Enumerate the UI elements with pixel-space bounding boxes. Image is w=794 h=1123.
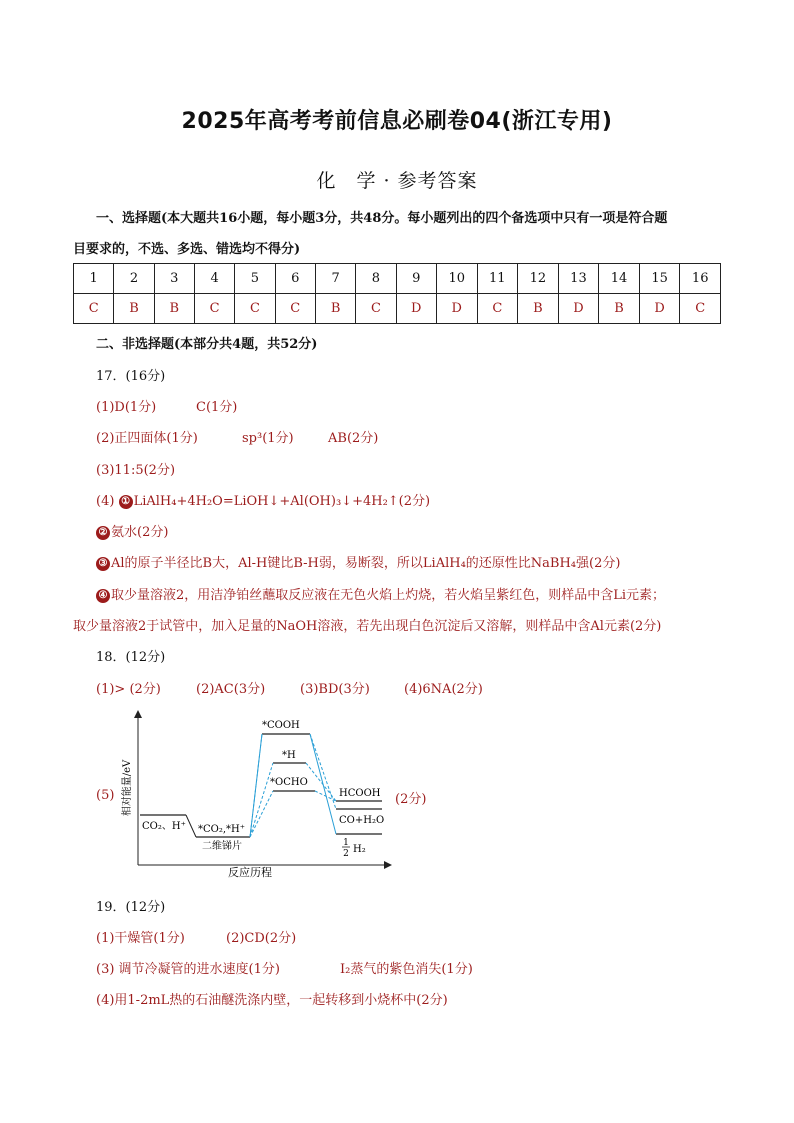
table-cell: 5	[235, 264, 275, 294]
table-cell: 11	[477, 264, 518, 294]
answer-cell: C	[477, 294, 518, 324]
answer-cell: B	[599, 294, 640, 324]
label-h2-denominator: 2	[343, 849, 349, 859]
q18-answer-5-prefix: (5)	[96, 788, 115, 803]
answer-cell: D	[396, 294, 436, 324]
answer-cell: B	[315, 294, 355, 324]
table-cell: 9	[396, 264, 436, 294]
answer-cell: C	[356, 294, 396, 324]
y-axis-label: 相对能量/eV	[122, 759, 133, 817]
q17-answer-4	[96, 490, 430, 509]
answer-cell: C	[235, 294, 275, 324]
q19-answer-4: (4)用1-2mL热的石油醚洗涤内壁，一起转移到小烧杯中(2分)	[96, 993, 448, 1008]
table-cell: 2	[114, 264, 154, 294]
q19-answer-3a: (3) 调节冷凝管的进水速度(1分)	[96, 962, 280, 977]
table-cell: 10	[436, 264, 477, 294]
q17-answer-6-text: Al的原子半径比B大，Al-H键比B-H弱，易断裂，所以LiAlH₄的还原性比NaBH₄强(2分)	[111, 556, 621, 571]
table-cell: 7	[315, 264, 355, 294]
table-cell: 15	[639, 264, 680, 294]
label-h2-numerator: 1	[343, 838, 349, 848]
q17-answer-2c: AB(2分)	[328, 431, 379, 446]
q18-answer-2: (2)AC(3分)	[196, 682, 266, 697]
label-adsorbed: *CO₂,*H⁺	[198, 824, 246, 835]
section1-heading-cont: 目要求的，不选、多选、错选均不得分)	[73, 242, 301, 257]
q17-answer-1b: C(1分)	[196, 400, 238, 415]
circled-3-icon: ③	[96, 557, 110, 571]
q18-answer-1: (1)> (2分)	[96, 682, 161, 697]
answer-cell: D	[436, 294, 477, 324]
answer-cell: C	[680, 294, 721, 324]
energy-diagram	[110, 708, 400, 880]
section2-heading: 二、非选择题(本部分共4题，共52分)	[96, 337, 318, 352]
answer-row	[74, 294, 721, 324]
table-cell: 3	[154, 264, 194, 294]
q17-answer-8: 取少量溶液2于试管中，加入足量的NaOH溶液，若先出现白色沉淀后又溶解，则样品中含Al元素(2分)	[73, 619, 662, 634]
q19-answer-1: (1)干燥管(1分)	[96, 931, 185, 946]
table-cell: 4	[194, 264, 234, 294]
q17-answer-2a: (2)正四面体(1分)	[96, 431, 198, 446]
q17-answer-2b: sp³(1分)	[242, 431, 294, 446]
page-title: 2025年高考考前信息必刷卷04(浙江专用)	[181, 109, 613, 134]
q18-answer-5-score: (2分)	[395, 792, 427, 807]
q18-label: 18．(12分)	[96, 650, 166, 665]
table-cell: 12	[518, 264, 559, 294]
q17-answer-3: (3)11:5(2分)	[96, 463, 176, 478]
table-cell: 6	[275, 264, 315, 294]
q17-answer-4-prefix: (4)	[96, 494, 115, 509]
table-cell: 16	[680, 264, 721, 294]
question-number-row	[74, 264, 721, 294]
x-axis-label: 反应历程	[228, 866, 272, 879]
connector	[186, 815, 196, 837]
answer-cell: C	[194, 294, 234, 324]
answer-cell: C	[275, 294, 315, 324]
answer-cell: C	[74, 294, 114, 324]
q17-answer-4-text: LiAlH₄+4H₂O=LiOH↓+Al(OH)₃↓+4H₂↑(2分)	[133, 494, 431, 509]
label-catalyst: 二维锑片	[202, 841, 242, 852]
q17-answer-5-text: 氨水(2分)	[111, 525, 169, 540]
label-co: CO+H₂O	[339, 815, 385, 826]
q17-answer-5	[96, 521, 168, 540]
q17-answer-1a: (1)D(1分)	[96, 400, 157, 415]
q18-answer-4: (4)6NA(2分)	[404, 682, 483, 697]
label-start: CO₂、H⁺	[142, 821, 186, 832]
q19-answer-2: (2)CD(2分)	[226, 931, 297, 946]
circled-4-icon: ④	[96, 589, 110, 603]
page-subtitle: 化 学 · 参考答案	[316, 170, 478, 192]
q17-answer-6	[96, 552, 620, 571]
circled-1-icon: ①	[119, 495, 133, 509]
label-ocho: *OCHO	[270, 777, 308, 788]
label-hcooh: HCOOH	[339, 788, 381, 799]
label-h2: H₂	[353, 844, 366, 855]
q17-answer-7-text: 取少量溶液2，用洁净铂丝蘸取反应液在无色火焰上灼烧，若火焰呈紫红色，则样品中含Li元素；	[111, 588, 666, 603]
table-cell: 14	[599, 264, 640, 294]
answer-table	[73, 263, 721, 324]
table-cell: 8	[356, 264, 396, 294]
q17-label: 17．(16分)	[96, 369, 166, 384]
q19-answer-3b: I₂蒸气的紫色消失(1分)	[340, 962, 473, 977]
q19-label: 19．(12分)	[96, 900, 166, 915]
q18-answer-3: (3)BD(3分)	[300, 682, 370, 697]
table-cell: 1	[74, 264, 114, 294]
answer-cell: B	[518, 294, 559, 324]
circled-2-icon: ②	[96, 526, 110, 540]
answer-cell: B	[154, 294, 194, 324]
label-h: *H	[282, 750, 296, 761]
table-cell: 13	[558, 264, 599, 294]
label-cooh: *COOH	[262, 720, 300, 731]
answer-cell: D	[639, 294, 680, 324]
answer-cell: B	[114, 294, 154, 324]
answer-cell: D	[558, 294, 599, 324]
q17-answer-7	[96, 584, 665, 603]
section1-heading: 一、选择题(本大题共16小题，每小题3分，共48分。每小题列出的四个备选项中只有一项是符合题	[96, 211, 668, 226]
